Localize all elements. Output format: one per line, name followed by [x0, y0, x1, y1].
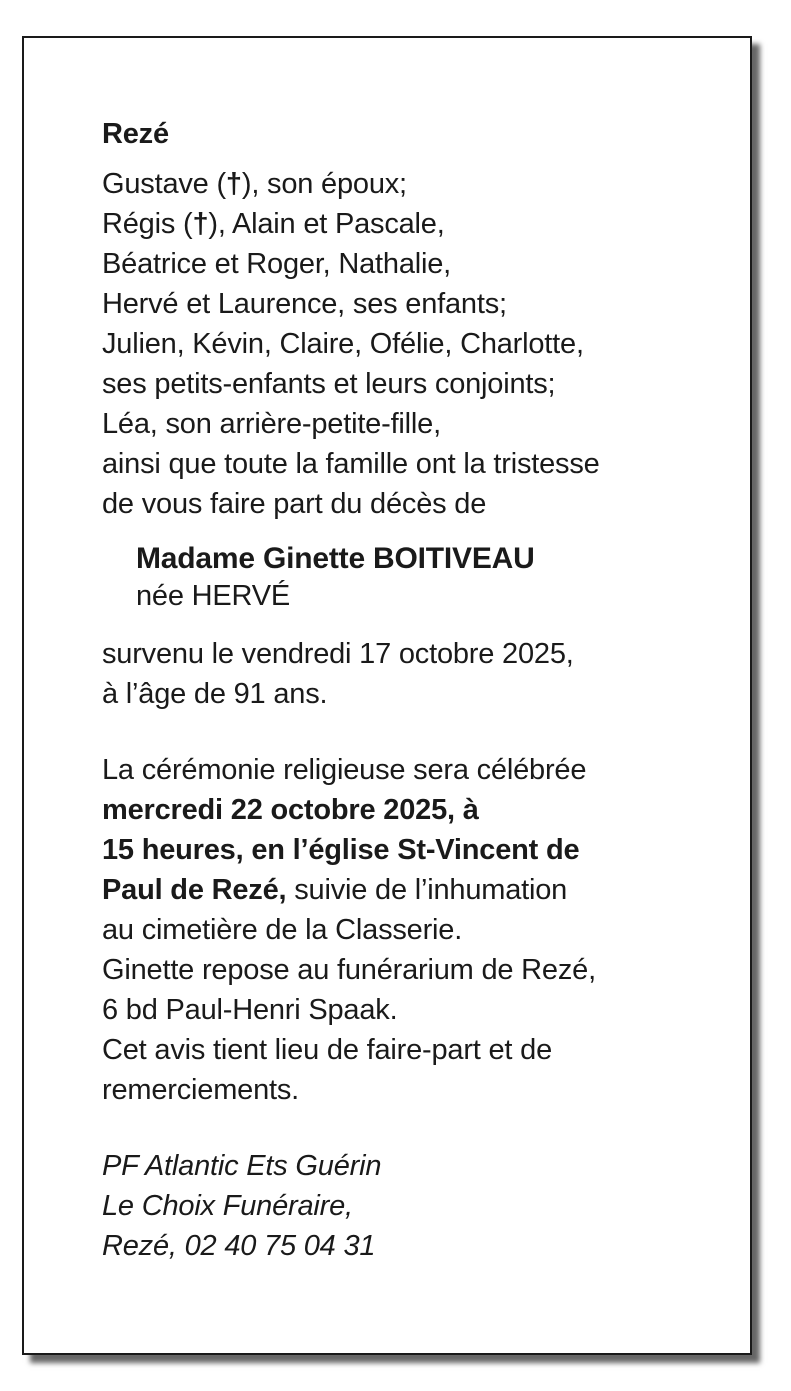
- funeral-home-phone: Rezé, 02 40 75 04 31: [102, 1230, 376, 1262]
- family-line: [102, 444, 720, 484]
- family-line: [102, 404, 720, 444]
- funeral-home-signature: [102, 1146, 720, 1266]
- text-segment: ainsi que toute la famille ont la tristesse: [102, 448, 600, 480]
- text-segment: ses petits-enfants et leurs conjoints;: [102, 368, 556, 400]
- death-notice: [22, 36, 752, 1355]
- family-line: [102, 484, 720, 524]
- family-line: [102, 244, 720, 284]
- death-details: [102, 634, 720, 714]
- family-line: [102, 284, 720, 324]
- ceremony-line: [102, 950, 720, 990]
- text-segment: Hervé et Laurence, ses enfants;: [102, 288, 507, 320]
- funeral-home-name: PF Atlantic Ets Guérin: [102, 1150, 382, 1182]
- ceremony-line: [102, 1070, 720, 1110]
- death-age-line: à l’âge de 91 ans.: [102, 678, 328, 710]
- spacer: [102, 1110, 720, 1146]
- text-segment: Cet avis tient lieu de faire-part et de: [102, 1034, 552, 1066]
- notice-content: [102, 114, 720, 1266]
- text-segment: Julien, Kévin, Claire, Ofélie, Charlotte,: [102, 328, 584, 360]
- ceremony-line: [102, 990, 720, 1030]
- ceremony-line: [102, 910, 720, 950]
- text-segment: ), Alain et Pascale,: [208, 208, 445, 240]
- text-segment: Béatrice et Roger, Nathalie,: [102, 248, 452, 280]
- text-segment: Léa, son arrière-petite-fille,: [102, 408, 441, 440]
- death-date-line: survenu le vendredi 17 octobre 2025,: [102, 638, 574, 670]
- spacer: [102, 714, 720, 750]
- ceremony-line: [102, 1030, 720, 1070]
- text-segment: suivie de l’inhumation: [286, 874, 568, 906]
- ceremony-details: [102, 750, 720, 1110]
- text-segment: 6 bd Paul-Henri Spaak.: [102, 994, 398, 1026]
- deceased-block: [136, 542, 720, 616]
- text-segment: Gustave (: [102, 168, 226, 200]
- ceremony-line: [102, 790, 720, 830]
- ceremony-line: [102, 830, 720, 870]
- family-list: [102, 164, 720, 524]
- cross-icon: †: [225, 168, 242, 200]
- text-segment: de vous faire part du décès de: [102, 488, 487, 520]
- text-segment: au cimetière de la Classerie.: [102, 914, 463, 946]
- family-line: [102, 364, 720, 404]
- text-segment: ), son époux;: [241, 168, 407, 200]
- funeral-home-brand: Le Choix Funéraire,: [102, 1190, 353, 1222]
- ceremony-line: [102, 750, 720, 790]
- bold-text: mercredi 22 octobre 2025, à: [102, 794, 479, 826]
- deceased-maiden-name: née HERVÉ: [136, 580, 291, 612]
- family-line: [102, 204, 720, 244]
- cross-icon: †: [192, 208, 209, 240]
- notice-town: Rezé: [102, 118, 169, 150]
- bold-text: Paul de Rezé,: [102, 874, 287, 906]
- text-segment: Ginette repose au funérarium de Rezé,: [102, 954, 596, 986]
- family-line: [102, 324, 720, 364]
- family-line: [102, 164, 720, 204]
- ceremony-line: [102, 870, 720, 910]
- deceased-name: Madame Ginette BOITIVEAU: [136, 542, 535, 575]
- text-segment: La cérémonie religieuse sera célébrée: [102, 754, 587, 786]
- bold-text: 15 heures, en l’église St-Vincent de: [102, 834, 580, 866]
- text-segment: remerciements.: [102, 1074, 300, 1106]
- text-segment: Régis (: [102, 208, 193, 240]
